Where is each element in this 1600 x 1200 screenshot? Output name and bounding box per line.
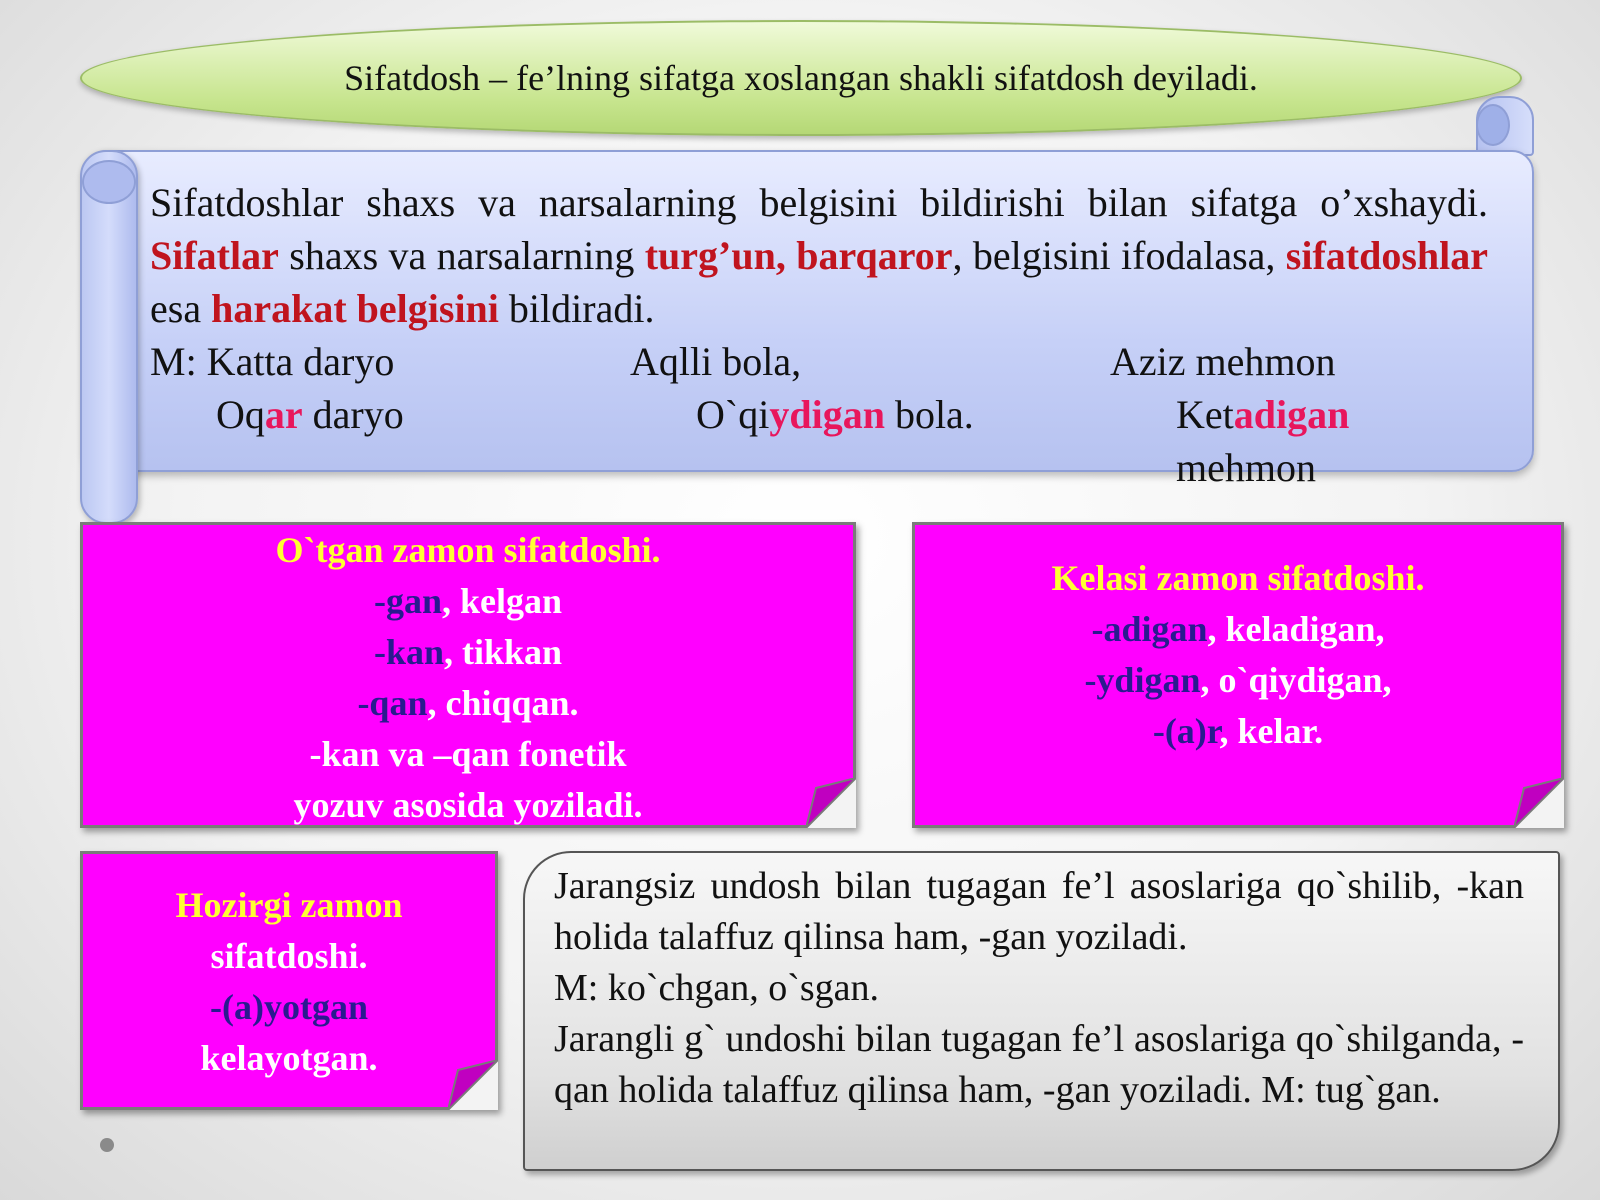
example-suffix: ydigan	[769, 392, 885, 437]
paragraph-part: shaxs va narsalarning	[289, 233, 635, 278]
present-tense-title: Hozirgi zamon	[175, 885, 403, 925]
suffix: -adigan	[1091, 609, 1208, 649]
present-example: kelayotgan.	[200, 1038, 378, 1078]
example-word: , tikkan	[443, 632, 563, 672]
future-tense-title: Kelasi zamon sifatdoshi.	[1051, 558, 1425, 598]
present-suffix: -(a)yotgan	[210, 987, 368, 1027]
example-suffix: ar	[264, 392, 303, 437]
example-noun: daryo	[302, 392, 404, 437]
suffix: -ydigan	[1084, 660, 1201, 700]
definition-text: Sifatdosh – fe’lning sifatga xoslangan shakli sifatdosh deyiladi.	[344, 58, 1258, 98]
example-word: , o`qiydigan,	[1200, 660, 1392, 700]
suffix: -kan	[373, 632, 444, 672]
scroll-left-roll	[80, 150, 138, 524]
past-note-line-1: -kan va –qan fonetik	[309, 734, 627, 774]
past-line-gan	[83, 576, 853, 627]
example-word: , kelgan	[441, 581, 563, 621]
past-line-kan	[83, 627, 853, 678]
suffix: -(a)r	[1152, 711, 1220, 751]
present-tense-box	[80, 851, 498, 1110]
folded-corner-icon	[448, 1060, 498, 1110]
past-tense-title: O`tgan zamon sifatdoshi.	[275, 530, 661, 570]
example-noun: bola.	[884, 392, 974, 437]
example-suffix: adigan	[1233, 392, 1350, 437]
future-tense-box	[912, 522, 1564, 828]
folded-corner-icon	[1514, 778, 1564, 828]
paragraph-part: esa	[150, 286, 202, 331]
example-word: , keladigan,	[1207, 609, 1385, 649]
emphasis-harakat-belgisini: harakat belgisini	[211, 286, 499, 331]
example-participle-1	[150, 388, 696, 494]
paragraph-part: bildiradi.	[508, 286, 655, 331]
scroll-left-curl	[82, 160, 136, 204]
folded-corner-icon	[806, 778, 856, 828]
example-noun: mehmon	[1176, 445, 1316, 490]
future-line-ar	[915, 706, 1561, 757]
past-tense-box	[80, 522, 856, 828]
example-word: , kelar.	[1219, 711, 1324, 751]
scroll-right-curl	[1476, 104, 1510, 146]
definition-banner	[80, 20, 1522, 136]
examples-row-adjectives	[150, 335, 1488, 388]
suffix: -gan	[373, 581, 442, 621]
spelling-note-text	[554, 861, 1524, 1116]
future-line-ydigan	[915, 655, 1561, 706]
past-line-qan	[83, 678, 853, 729]
comparison-paragraph	[150, 176, 1488, 335]
example-stem: Ket	[1176, 392, 1234, 437]
note-example-1: M: ko`chgan, o`sgan.	[554, 967, 880, 1009]
past-note-line-2: yozuv asosida yoziladi.	[293, 785, 643, 825]
note-paragraph-voiced: Jarangli g` undoshi bilan tugagan fe’l asoslariga qo`shilganda, -qan holida talaffuz qilinsa ham, -gan yoziladi. M: tug`gan.	[554, 1018, 1524, 1111]
example-word: , chiqqan.	[427, 683, 579, 723]
example-adjective-1: M: Katta daryo	[150, 339, 395, 384]
example-adjective-2: Aqlli bola,	[630, 339, 802, 384]
note-paragraph-voiceless: Jarangsiz undosh bilan tugagan fe’l asoslariga qo`shilib, -kan holida talaffuz qilinsa ham, -gan yoziladi.	[554, 865, 1524, 958]
paragraph-part: , belgisini ifodalasa,	[952, 233, 1276, 278]
example-stem: O`qi	[696, 392, 770, 437]
scroll-text	[150, 176, 1488, 494]
examples-row-participles	[150, 388, 1488, 494]
emphasis-sifatlar: Sifatlar	[150, 233, 279, 278]
emphasis-turgun-barqaror: turg’un, barqaror	[644, 233, 953, 278]
paragraph-part: Sifatdoshlar shaxs va narsalarning belgisini bildirishi bilan sifatga o’xshaydi.	[150, 180, 1488, 225]
suffix: -qan	[357, 683, 428, 723]
example-stem: Oq	[216, 392, 265, 437]
bullet-dot	[100, 1138, 114, 1152]
example-participle-3	[1176, 388, 1488, 494]
example-adjective-3: Aziz mehmon	[1110, 339, 1336, 384]
future-line-adigan	[915, 604, 1561, 655]
present-tense-title-2: sifatdoshi.	[210, 936, 368, 976]
emphasis-sifatdoshlar: sifatdoshlar	[1285, 233, 1489, 278]
example-participle-2	[696, 388, 1176, 494]
